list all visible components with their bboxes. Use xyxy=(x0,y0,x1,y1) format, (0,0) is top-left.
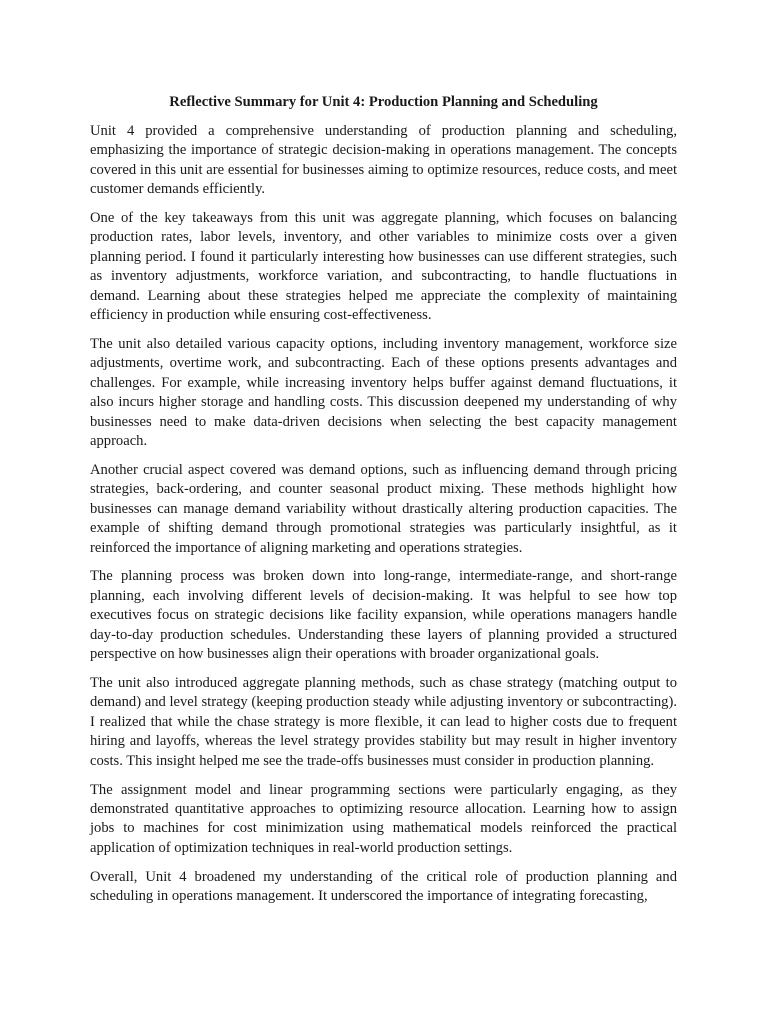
document-title: Reflective Summary for Unit 4: Production Planning and Scheduling xyxy=(169,94,598,110)
paragraph-planning-methods: The unit also introduced aggregate planning methods, such as chase strategy (matching output to demand) and level strategy (keeping production steady while adjusting inventory or subcontracting). I realized that while the chase strategy is more flexible, it can lead to higher costs due to frequent hiring and layoffs, whereas the level strategy provides stability but may result in higher inventory costs. This insight helped me see the trade-offs businesses must consider in production planning. xyxy=(90,674,677,769)
paragraph-demand-options: Another crucial aspect covered was demand options, such as influencing demand through pricing strategies, back-ordering, and counter seasonal product mixing. These methods highlight how businesses can manage demand variability without drastically altering production capacities. The example of shifting demand through promotional strategies was particularly insightful, as it reinforced the importance of aligning marketing and operations strategies. xyxy=(90,461,677,556)
paragraph-overall: Overall, Unit 4 broadened my understanding of the critical role of production planning and scheduling in operations management. It underscored the importance of integrating forecasting, xyxy=(90,868,677,905)
paragraph-assignment-model: The assignment model and linear programming sections were particularly engaging, as they demonstrated quantitative approaches to optimizing resource allocation. Learning how to assign jobs to machines for cost minimization using mathematical models reinforced the practical application of optimization techniques in real-world production settings. xyxy=(90,781,677,856)
document-page xyxy=(90,93,677,916)
paragraph-intro: Unit 4 provided a comprehensive understanding of production planning and scheduling, emphasizing the importance of strategic decision-making in operations management. The concepts covered in this unit are essential for businesses aiming to optimize resources, reduce costs, and meet customer demands efficiently. xyxy=(90,122,677,198)
paragraph-aggregate-planning: One of the key takeaways from this unit was aggregate planning, which focuses on balancing production rates, labor levels, inventory, and other variables to minimize costs over a given planning period. I found it particularly interesting how businesses can use different strategies, such as inventory adjustments, workforce variation, and subcontracting, to handle fluctuations in demand. Learning about these strategies helped me appreciate the complexity of maintaining efficiency in production while ensuring cost-effectiveness. xyxy=(90,210,677,324)
paragraph-planning-process: The planning process was broken down into long-range, intermediate-range, and short-range planning, each involving different levels of decision-making. It was helpful to see how top executives focus on strategic decisions like facility expansion, while operations managers handle day-to-day production schedules. Understanding these layers of planning provided a structured perspective on how businesses align their operations with broader organizational goals. xyxy=(90,568,677,663)
paragraph-capacity-options: The unit also detailed various capacity options, including inventory management, workforce size adjustments, overtime work, and subcontracting. Each of these options presents advantages and challenges. For example, while increasing inventory helps buffer against demand fluctuations, it also incurs higher storage and handling costs. This discussion deepened my understanding of why businesses need to make data-driven decisions when selecting the best capacity management approach. xyxy=(90,335,677,449)
